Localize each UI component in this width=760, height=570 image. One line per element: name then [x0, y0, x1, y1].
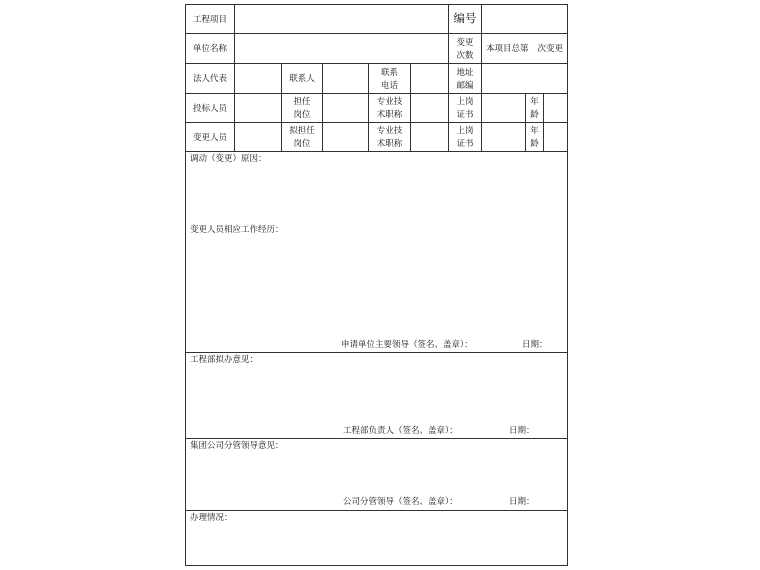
change-request-form	[185, 4, 568, 566]
reason-label: 调动（变更）原因：	[190, 153, 267, 163]
applicant-sign-label: 申请单位主要领导（签名、盖章）：	[341, 339, 473, 349]
change-staff-label: 变更人员	[192, 131, 227, 142]
contact-label: 联系人	[289, 73, 315, 83]
legal-rep-field[interactable]	[235, 64, 281, 93]
number-label: 编号	[453, 12, 477, 25]
group-sign-label: 公司分管领导（签名、盖章）：	[343, 496, 458, 506]
phone-label: 联系 电话	[380, 66, 398, 90]
date-label-3: 日期：	[509, 496, 535, 506]
bid-staff-field[interactable]	[235, 94, 281, 122]
handling-label: 办理情况：	[190, 512, 233, 522]
age-label-2: 年 龄	[530, 125, 539, 148]
title-label-2: 专业技 术职称	[376, 125, 403, 148]
change-count-field[interactable]	[482, 34, 567, 63]
number-field[interactable]	[482, 5, 567, 33]
proposed-position-label: 拟担任 岗位	[289, 125, 315, 148]
title-label: 专业技 术职称	[376, 96, 403, 119]
change-count-label: 变更 次数	[456, 36, 474, 60]
group-opinion-label: 集团公司分管领导意见：	[190, 440, 284, 450]
section-divider	[186, 510, 567, 511]
proposed-position-field[interactable]	[323, 123, 368, 151]
date-label-1: 日期：	[522, 339, 548, 349]
unit-name-label: 单位名称	[192, 43, 227, 53]
project-label: 工程项目	[192, 13, 227, 24]
dept-opinion-label: 工程部拟办意见：	[190, 354, 259, 364]
cert-field-2[interactable]	[482, 123, 525, 151]
change-staff-field[interactable]	[235, 123, 281, 151]
legal-rep-label: 法人代表	[192, 73, 227, 83]
unit-name-field[interactable]	[235, 34, 448, 63]
change-count-prefix: 本项目总第	[486, 43, 529, 53]
age-field[interactable]	[544, 94, 567, 122]
row-divider	[186, 151, 567, 152]
position-field[interactable]	[323, 94, 368, 122]
project-field[interactable]	[235, 5, 448, 33]
cert-label-2: 上岗 证书	[456, 125, 474, 148]
date-label-2: 日期：	[509, 425, 535, 435]
cert-field[interactable]	[482, 94, 525, 122]
experience-label: 变更人员相应工作经历：	[190, 224, 284, 234]
change-count-suffix: 次变更	[537, 43, 563, 53]
cert-label: 上岗 证书	[456, 96, 474, 119]
phone-field[interactable]	[411, 64, 448, 93]
position-label: 担任 岗位	[293, 96, 311, 119]
bid-staff-label: 投标人员	[192, 102, 227, 113]
section-divider	[186, 352, 567, 353]
contact-field[interactable]	[323, 64, 368, 93]
title-field-2[interactable]	[411, 123, 448, 151]
dept-sign-label: 工程部负责人（签名、盖章）：	[343, 425, 458, 435]
address-field[interactable]	[482, 64, 567, 93]
section-divider	[186, 438, 567, 439]
address-label: 地址 邮编	[456, 66, 474, 90]
age-label: 年 龄	[530, 96, 539, 119]
title-field[interactable]	[411, 94, 448, 122]
age-field-2[interactable]	[544, 123, 567, 151]
